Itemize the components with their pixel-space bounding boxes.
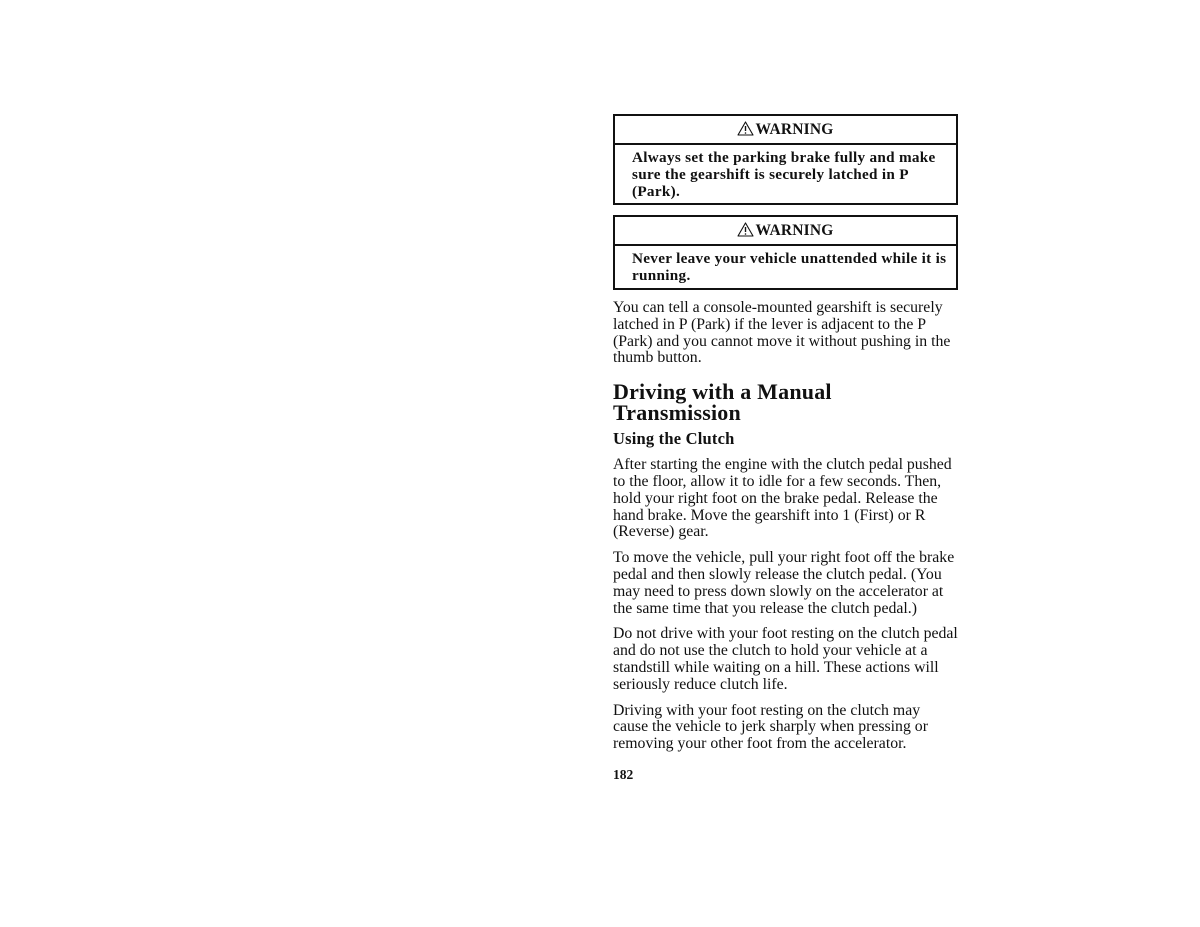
warning-text: Always set the parking brake fully and make sure the gearshift is securely latched in P (Park).: [632, 149, 936, 200]
warning-triangle-icon: [737, 121, 754, 136]
page-number: 182: [613, 766, 634, 782]
paragraph-starting: After starting the engine with the clutch pedal pushed to the floor, allow it to idle for a few seconds. Then, hold your right foot on the brake pedal. Release the hand brake. Move the gearshift into 1 (First) or R (Reverse) gear.: [613, 456, 952, 541]
warning-box-parking-brake: [613, 114, 958, 205]
section-title: Driving with a Manual Transmission: [613, 379, 832, 426]
paragraph-clutch-resting: Do not drive with your foot resting on the clutch pedal and do not use the clutch to hold your vehicle at a standstill while waiting on a hill. These actions will seriously reduce clutch life.: [613, 625, 958, 693]
manual-page-column: [613, 114, 958, 783]
warning-box-unattended: [613, 215, 958, 290]
warning-title: WARNING: [755, 121, 834, 138]
warning-header: [615, 116, 956, 145]
subsection-title: Using the Clutch: [613, 429, 735, 449]
intro-paragraph: You can tell a console-mounted gearshift is securely latched in P (Park) if the lever is adjacent to the P (Park) and you cannot move it without pushing in the thumb button.: [613, 298, 951, 367]
paragraph-moving: To move the vehicle, pull your right foot off the brake pedal and then slowly release the clutch pedal. (You may need to press down slowly on the accelerator at the same time that you release the clutch pedal.): [613, 549, 955, 617]
warning-triangle-icon: [737, 222, 754, 237]
warning-header: [615, 217, 956, 246]
warning-text: Never leave your vehicle unattended while it is running.: [632, 250, 947, 285]
warning-title: WARNING: [755, 222, 834, 240]
paragraph-jerk: Driving with your foot resting on the clutch may cause the vehicle to jerk sharply when pressing or removing your other foot from the accelerator.: [613, 701, 928, 753]
